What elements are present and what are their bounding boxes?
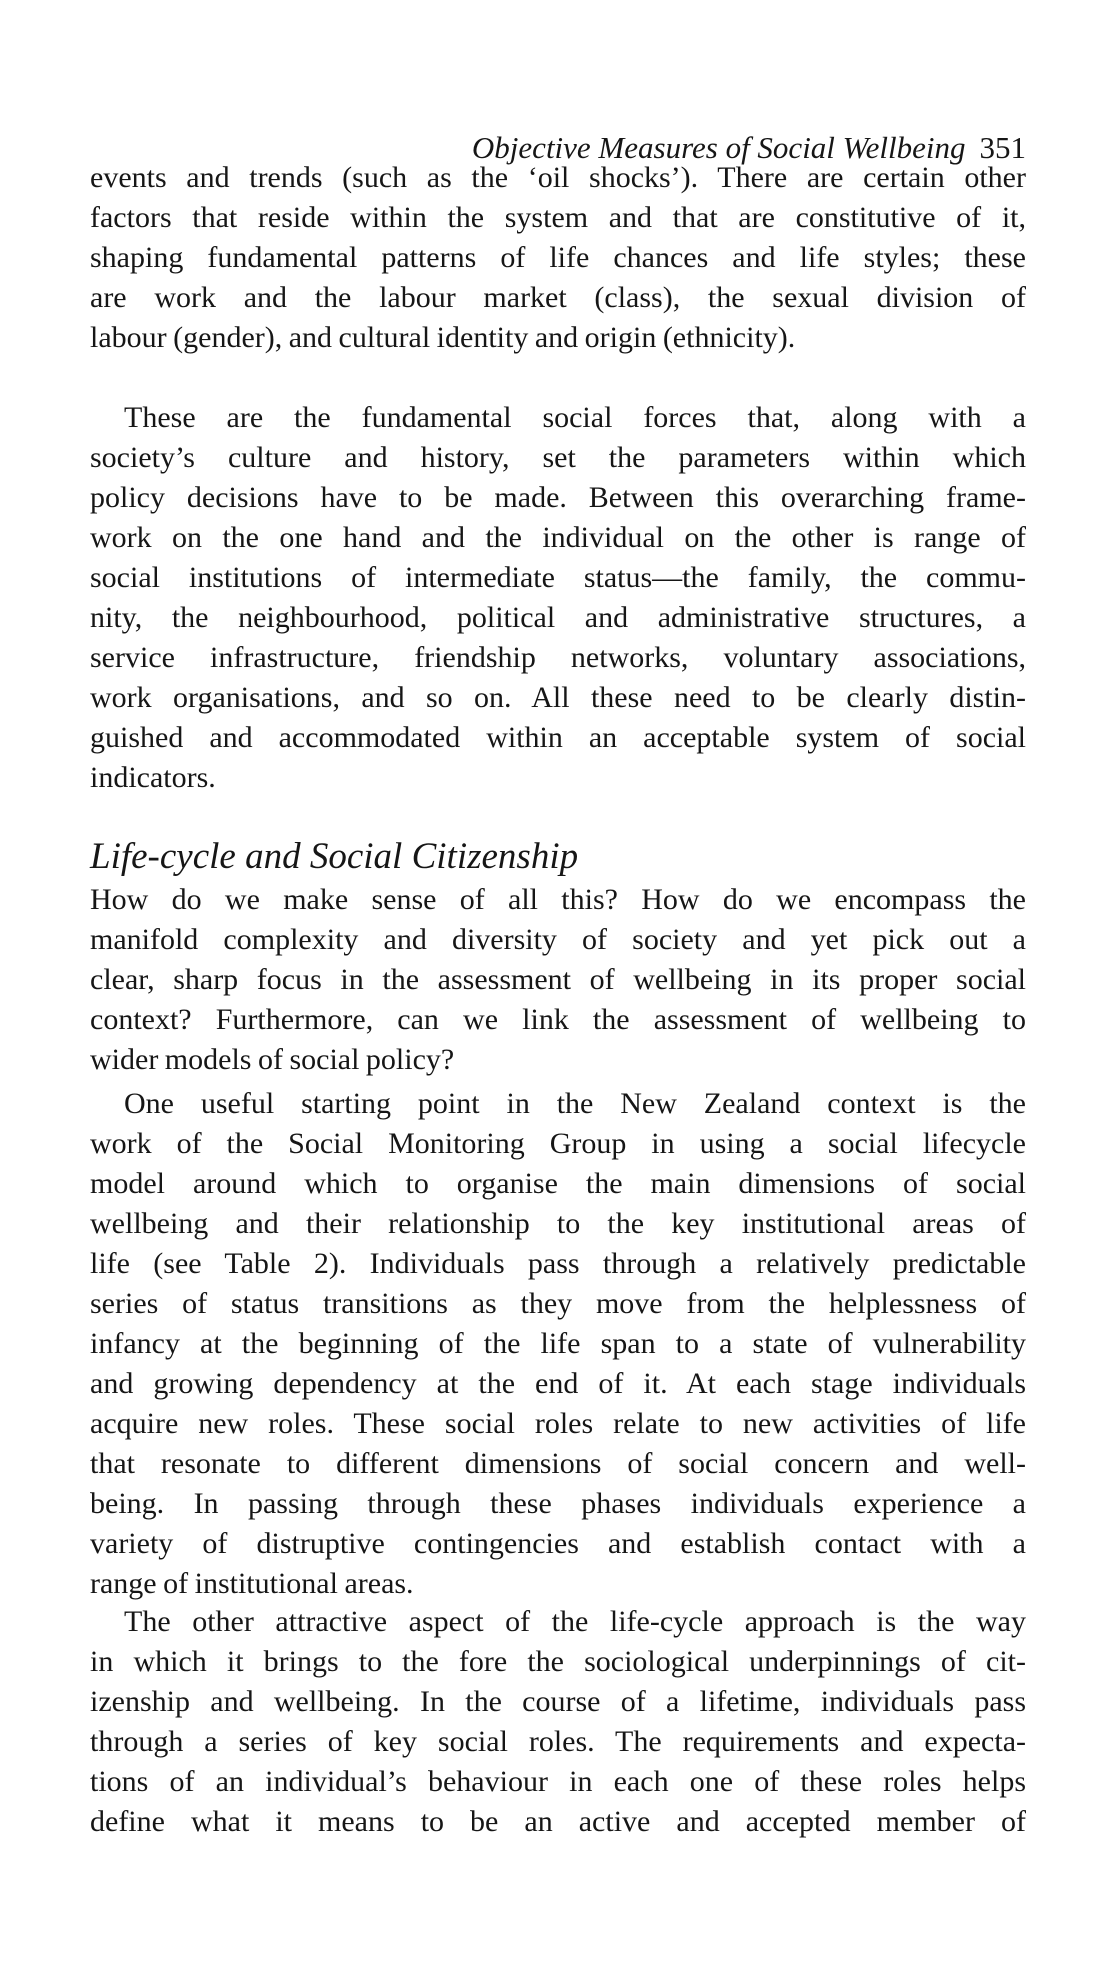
- text-line: in which it brings to the fore the sociological underpinnings of cit-: [90, 1645, 1026, 1678]
- text-line: work of the Social Monitoring Group in using a social lifecycle: [90, 1127, 1026, 1160]
- text-line: The other attractive aspect of the life-cycle approach is the way: [124, 1605, 1026, 1638]
- text-line: wellbeing and their relationship to the key institutional areas of: [90, 1207, 1026, 1240]
- text-line: and growing dependency at the end of it. At each stage individuals: [90, 1367, 1026, 1400]
- text-line: are work and the labour market (class), the sexual division of: [90, 281, 1026, 314]
- text-line: society’s culture and history, set the parameters within which: [90, 441, 1026, 474]
- running-head-title: Objective Measures of Social Wellbeing: [471, 130, 966, 165]
- text-line: variety of distruptive contingencies and establish contact with a: [90, 1527, 1026, 1560]
- paragraph-make-sense: [90, 880, 1026, 1080]
- text-line: social institutions of intermediate status—the family, the commu-: [90, 561, 1026, 594]
- text-line: nity, the neighbourhood, political and administrative structures, a: [90, 601, 1026, 634]
- text-line: wider models of social policy?: [90, 1043, 455, 1076]
- text-line: work organisations, and so on. All these need to be clearly distin-: [90, 681, 1026, 714]
- text-line: policy decisions have to be made. Between this overarching frame-: [90, 481, 1026, 514]
- text-line: How do we make sense of all this? How do we encompass the: [90, 883, 1026, 916]
- text-line: define what it means to be an active and accepted member of: [90, 1805, 1026, 1838]
- text-line: work on the one hand and the individual on the other is range of: [90, 521, 1026, 554]
- text-line: One useful starting point in the New Zealand context is the: [124, 1087, 1026, 1120]
- text-line: series of status transitions as they move from the helplessness of: [90, 1287, 1026, 1320]
- page-number: 351: [979, 130, 1026, 165]
- section-heading: Life-cycle and Social Citizenship: [90, 836, 579, 877]
- text-line: These are the fundamental social forces that, along with a: [124, 401, 1026, 434]
- text-line: manifold complexity and diversity of society and yet pick out a: [90, 923, 1026, 956]
- text-line: indicators.: [90, 761, 216, 794]
- text-line: through a series of key social roles. The requirements and expecta-: [90, 1725, 1026, 1758]
- text-line: tions of an individual’s behaviour in each one of these roles helps: [90, 1765, 1026, 1798]
- text-line: model around which to organise the main dimensions of social: [90, 1167, 1026, 1200]
- text-line: being. In passing through these phases individuals experience a: [90, 1487, 1026, 1520]
- text-line: events and trends (such as the ‘oil shocks’). There are certain other: [90, 161, 1026, 194]
- text-line: izenship and wellbeing. In the course of a lifetime, individuals pass: [90, 1685, 1026, 1718]
- text-line: infancy at the beginning of the life span to a state of vulnerability: [90, 1327, 1026, 1360]
- text-line: life (see Table 2). Individuals pass through a relatively predictable: [90, 1247, 1026, 1280]
- text-line: range of institutional areas.: [90, 1567, 414, 1600]
- text-line: service infrastructure, friendship networks, voluntary associations,: [90, 641, 1026, 674]
- text-line: shaping fundamental patterns of life chances and life styles; these: [90, 241, 1026, 274]
- text-line: context? Furthermore, can we link the assessment of wellbeing to: [90, 1003, 1026, 1036]
- paragraph-social-forces: [90, 398, 1026, 798]
- text-line: guished and accommodated within an acceptable system of social: [90, 721, 1026, 754]
- text-line: clear, sharp focus in the assessment of wellbeing in its proper social: [90, 963, 1026, 996]
- text-line: that resonate to different dimensions of social concern and well-: [90, 1447, 1026, 1480]
- paragraph-continued: [90, 158, 1026, 358]
- text-line: labour (gender), and cultural identity and origin (ethnicity).: [90, 321, 796, 354]
- paragraph-lifecycle-model: [90, 1084, 1026, 1604]
- paragraph-citizenship: [90, 1602, 1026, 1842]
- text-line: factors that reside within the system and that are constitutive of it,: [90, 201, 1026, 234]
- text-line: acquire new roles. These social roles relate to new activities of life: [90, 1407, 1026, 1440]
